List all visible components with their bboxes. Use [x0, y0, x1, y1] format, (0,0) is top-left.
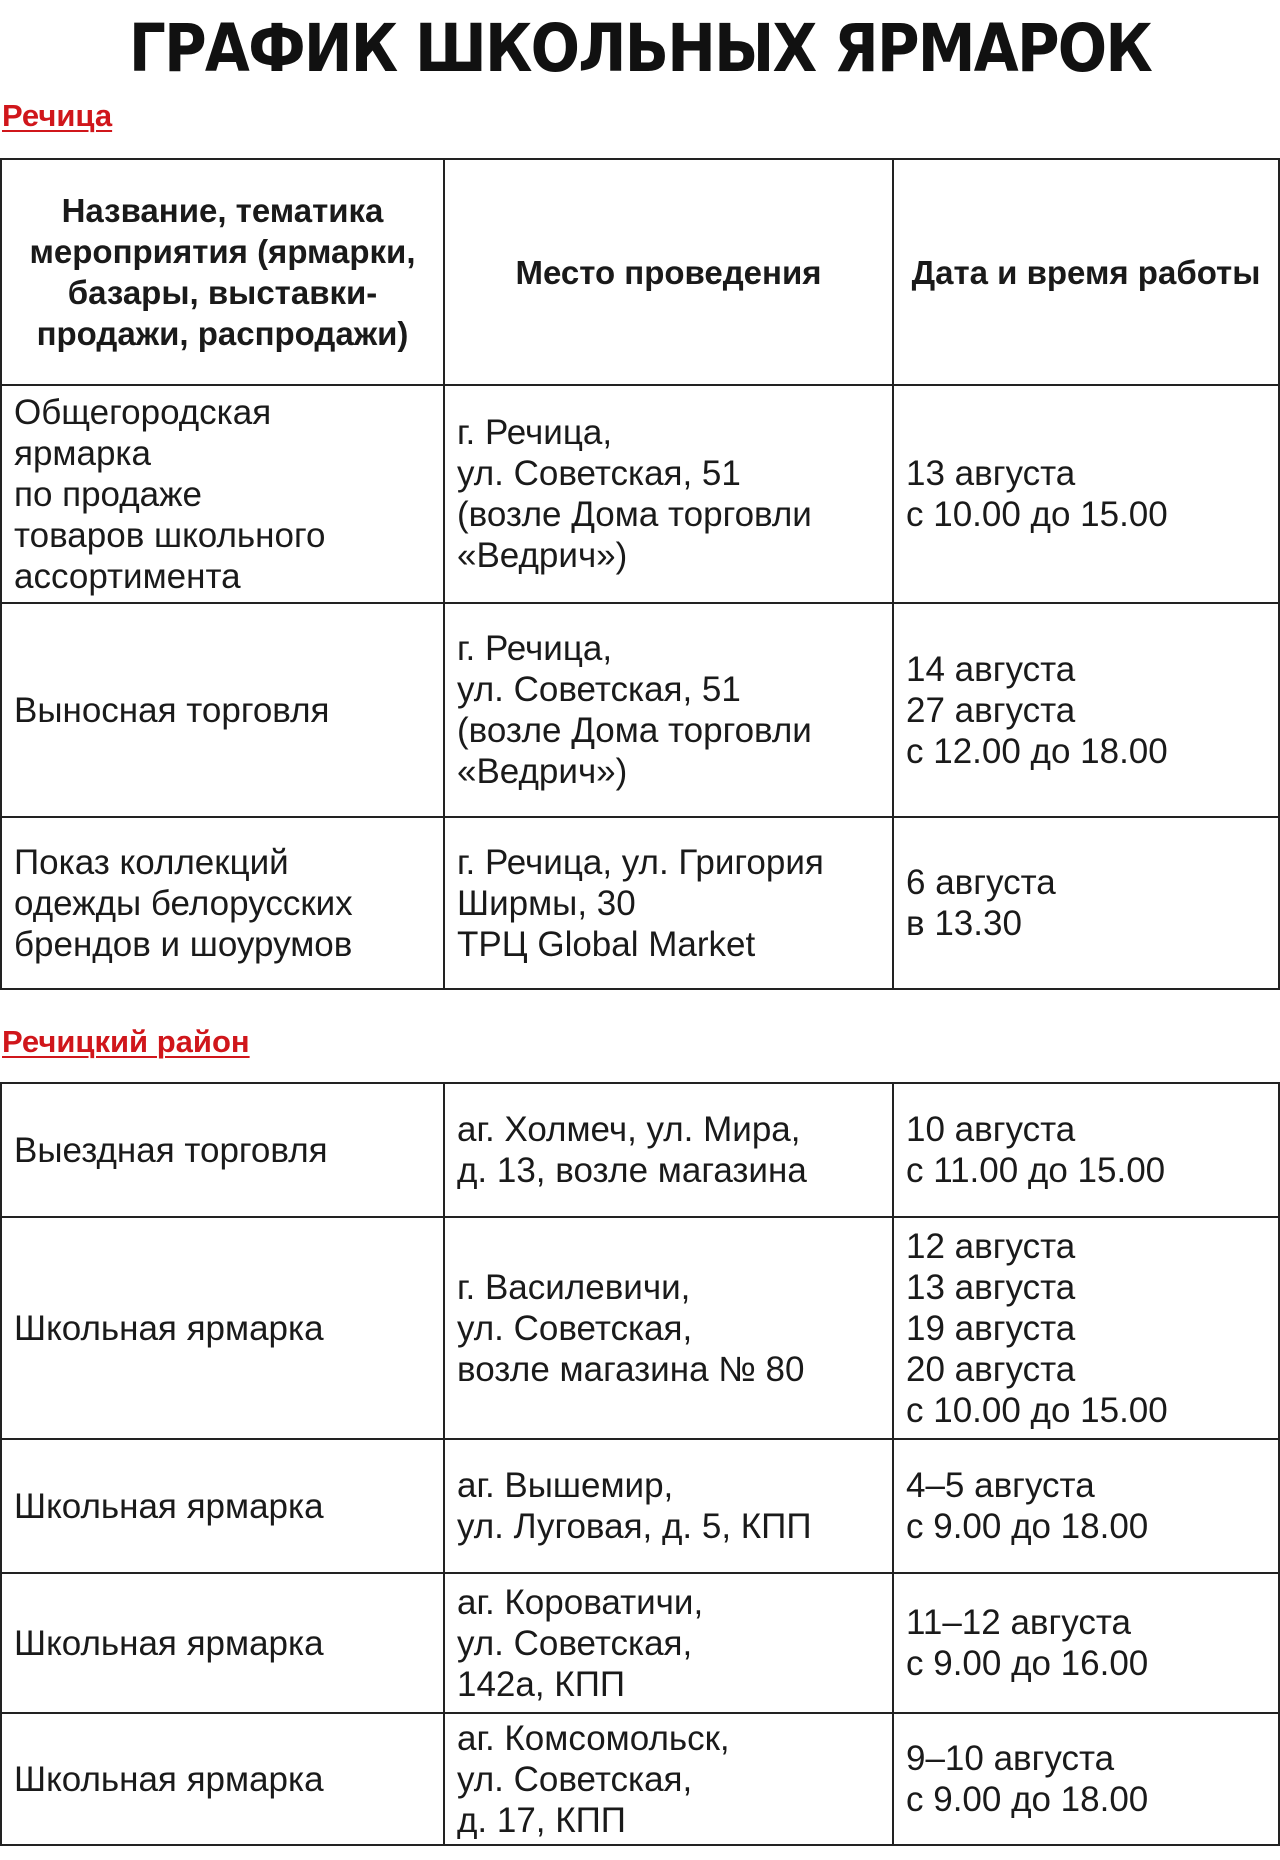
date-cell: 9–10 августа с 9.00 до 18.00: [893, 1713, 1279, 1845]
place-cell: г. Василевичи, ул. Советская, возле магазина № 80: [444, 1217, 893, 1439]
event-cell: Показ коллекций одежды белорусских брендов и шоурумов: [1, 817, 444, 989]
table-row: [1, 1083, 1279, 1217]
date-cell: 6 августа в 13.30: [893, 817, 1279, 989]
date-cell: 12 августа 13 августа 19 августа 20 августа с 10.00 до 15.00: [893, 1217, 1279, 1439]
event-cell: Выездная торговля: [1, 1083, 444, 1217]
event-cell: Школьная ярмарка: [1, 1439, 444, 1573]
place-cell: аг. Вышемир, ул. Луговая, д. 5, КПП: [444, 1439, 893, 1573]
date-cell: 14 августа 27 августа с 12.00 до 18.00: [893, 603, 1279, 817]
date-cell: 4–5 августа с 9.00 до 18.00: [893, 1439, 1279, 1573]
section-title-rechitsa-district: Речицкий район: [2, 1024, 250, 1059]
table-row: [1, 1713, 1279, 1845]
table-row: [1, 1217, 1279, 1439]
table-header-row: [1, 159, 1279, 385]
table-row: [1, 1573, 1279, 1713]
place-cell: г. Речица, ул. Григория Ширмы, 30 ТРЦ Global Market: [444, 817, 893, 989]
place-cell: аг. Комсомольск, ул. Советская, д. 17, КПП: [444, 1713, 893, 1845]
header-place: Место проведения: [444, 159, 893, 385]
place-cell: аг. Короватичи, ул. Советская, 142а, КПП: [444, 1573, 893, 1713]
date-cell: 10 августа с 11.00 до 15.00: [893, 1083, 1279, 1217]
schedule-table-rechitsa: [0, 158, 1280, 990]
event-cell: Школьная ярмарка: [1, 1713, 444, 1845]
header-event: Название, тематика мероприятия (ярмарки, базары, выставки-продажи, распродажи): [1, 159, 444, 385]
table-row: [1, 385, 1279, 603]
header-date: Дата и время работы: [893, 159, 1279, 385]
table-row: [1, 1439, 1279, 1573]
event-cell: Выносная торговля: [1, 603, 444, 817]
place-cell: г. Речица, ул. Советская, 51 (возле Дома торговли «Ведрич»): [444, 385, 893, 603]
place-cell: аг. Холмеч, ул. Мира, д. 13, возле магазина: [444, 1083, 893, 1217]
table-row: [1, 817, 1279, 989]
event-cell: Школьная ярмарка: [1, 1573, 444, 1713]
date-cell: 13 августа с 10.00 до 15.00: [893, 385, 1279, 603]
page-title: ГРАФИК ШКОЛЬНЫХ ЯРМАРОК: [128, 10, 1152, 87]
table-row: [1, 603, 1279, 817]
event-cell: Школьная ярмарка: [1, 1217, 444, 1439]
place-cell: г. Речица, ул. Советская, 51 (возле Дома торговли «Ведрич»): [444, 603, 893, 817]
event-cell: Общегородская ярмарка по продаже товаров школьного ассортимента: [1, 385, 444, 603]
date-cell: 11–12 августа с 9.00 до 16.00: [893, 1573, 1279, 1713]
schedule-table-rechitsa-district: [0, 1082, 1280, 1846]
section-title-rechitsa: Речица: [2, 98, 113, 133]
